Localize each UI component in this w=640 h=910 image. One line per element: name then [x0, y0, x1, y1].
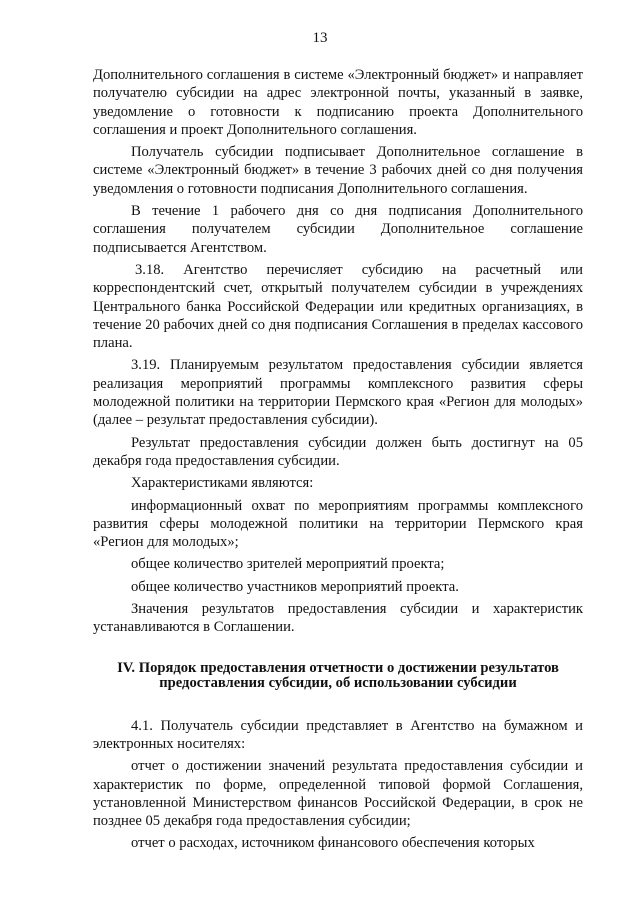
list-item: отчет о расходах, источником финансового обеспечения которых	[131, 835, 535, 852]
list-item: общее количество участников мероприятий проекта.	[131, 578, 459, 595]
page-number: 13	[312, 30, 328, 46]
document-body	[93, 66, 583, 853]
paragraph-4-1: 4.1. Получатель субсидии представляет в Агентство на бумажном и электронных носителях:	[93, 717, 583, 752]
paragraph-3-19: 3.19. Планируемым результатом предоставления субсидии является реализация мероприятий программы комплексного развития сферы молодежной политики на территории Пермского края «Регион для молодых» (далее – результат предоставления субсидии).	[93, 357, 583, 429]
section-heading	[93, 661, 583, 691]
list-item: общее количество зрителей мероприятий проекта;	[131, 556, 445, 573]
section-heading-line: предоставления субсидии, об использовании субсидии	[159, 674, 517, 691]
paragraph: В течение 1 рабочего дня со дня подписания Дополнительного соглашения получателем субсидии Дополнительное соглашение подписывается Агентством.	[93, 203, 583, 256]
paragraph-3-18: 3.18. Агентство перечисляет субсидию на расчетный или корреспондентский счет, открытый получателем субсидии в учреждениях Центрального банка Российской Федерации или кредитных организациях, в течение 20 рабочих дней со дня подписания Соглашения в пределах кассового плана.	[93, 261, 583, 352]
list-item: отчет о достижении значений результата предоставления субсидии и характеристик по форме, определенной типовой формой Соглашения, установленной Министерством финансов Российской Федерации, в срок не позднее 05 декабря года предоставления субсидии;	[93, 758, 583, 830]
paragraph: Характеристиками являются:	[131, 475, 314, 492]
list-item: информационный охват по мероприятиям программы комплексного развития сферы молодежной политики на территории Пермского края «Регион для молодых»;	[93, 497, 583, 551]
paragraph: Дополнительного соглашения в системе «Электронный бюджет» и направляет получателю субсидии на адрес электронной почты, указанный в заявке, уведомление о готовности к подписанию проекта Дополнительного соглашения и проект Дополнительного соглашения.	[93, 67, 583, 138]
section-heading-line: IV. Порядок предоставления отчетности о достижении результатов	[117, 659, 559, 676]
paragraph: Результат предоставления субсидии должен быть достигнут на 05 декабря года предоставления субсидии.	[93, 434, 583, 469]
paragraph: Получатель субсидии подписывает Дополнительное соглашение в системе «Электронный бюджет» в течение 3 рабочих дней со дня получения уведомления о готовности подписания Дополнительного соглашения.	[93, 144, 583, 197]
paragraph: Значения результатов предоставления субсидии и характеристик устанавливаются в Соглашении.	[93, 601, 583, 636]
